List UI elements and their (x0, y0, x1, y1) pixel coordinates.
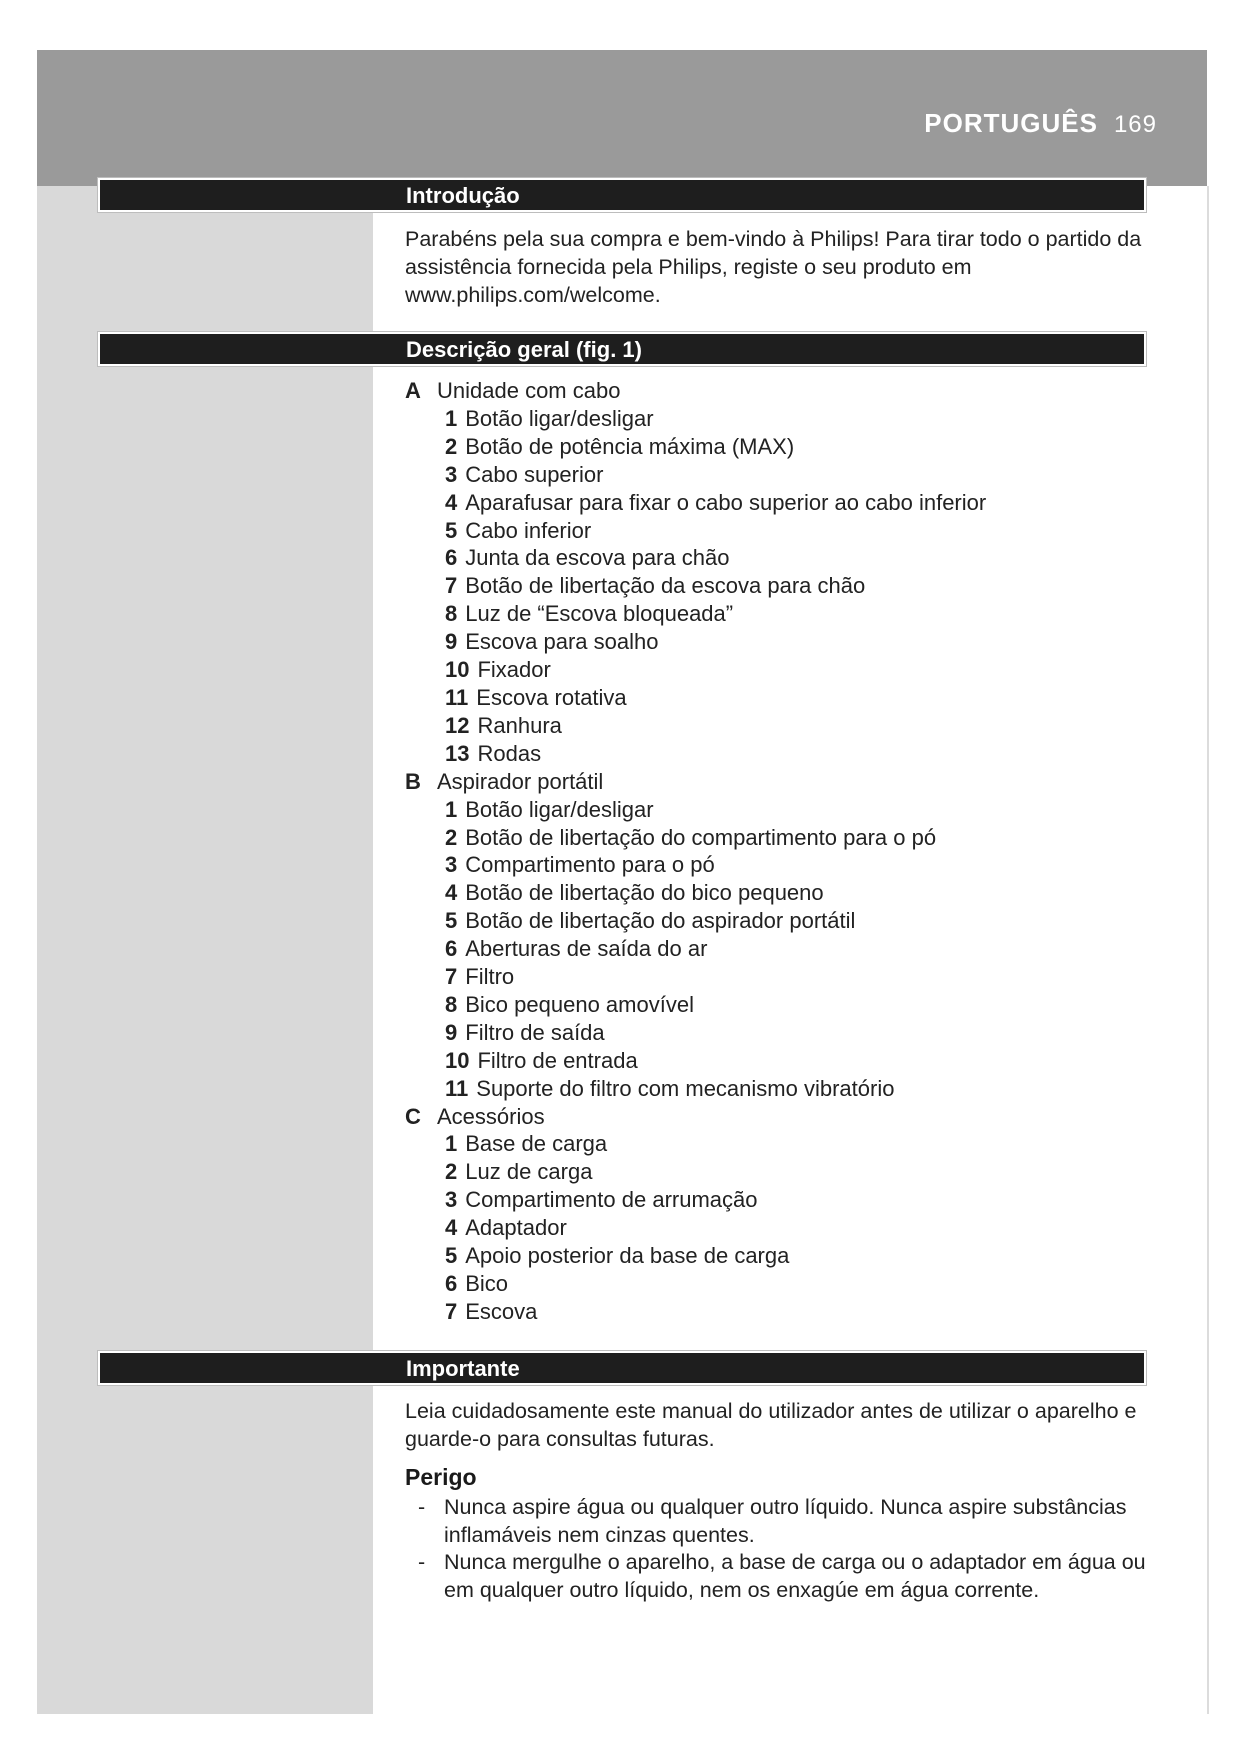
overview-list (405, 377, 1145, 1326)
list-item (405, 517, 1145, 545)
item-label: Apoio posterior da base de carga (465, 1243, 790, 1269)
list-item (405, 600, 1145, 628)
list-item (405, 796, 1145, 824)
list-item (405, 824, 1145, 852)
item-label: Cabo superior (465, 461, 604, 487)
list-item (405, 489, 1145, 517)
item-label: Filtro de saída (465, 1019, 605, 1045)
item-number: 12 (445, 712, 470, 738)
danger-item (418, 1549, 1153, 1604)
group-label: Acessórios (437, 1103, 545, 1129)
item-number: 10 (445, 1047, 470, 1073)
item-number: 6 (445, 1271, 458, 1296)
item-label: Compartimento para o pó (465, 852, 715, 878)
list-item (405, 572, 1145, 600)
list-item (405, 963, 1145, 991)
item-label: Ranhura (477, 712, 562, 738)
group-header (405, 1103, 1145, 1131)
list-item (405, 1186, 1145, 1214)
list-item (405, 1019, 1145, 1047)
item-number: 9 (445, 629, 458, 655)
item-number: 1 (445, 1131, 458, 1157)
item-number: 5 (445, 517, 458, 543)
item-number: 7 (445, 1298, 458, 1324)
item-number: 8 (445, 991, 458, 1017)
section-header-intro (98, 178, 1146, 212)
item-label: Bico pequeno amovível (465, 991, 694, 1017)
item-number: 5 (445, 1243, 458, 1269)
item-number: 7 (445, 573, 458, 599)
item-label: Fixador (477, 657, 551, 683)
language-label: PORTUGUÊS (924, 108, 1098, 138)
item-label: Suporte do filtro com mecanismo vibratório (476, 1075, 895, 1101)
section-title-important: Importante (406, 1356, 520, 1381)
group-letter: C (405, 1103, 421, 1129)
list-item (405, 1075, 1145, 1103)
bullet-dash: - (418, 1495, 426, 1519)
item-number: 11 (445, 1075, 469, 1101)
item-number: 13 (445, 740, 470, 766)
item-label: Botão de libertação do aspirador portátil (465, 908, 856, 934)
group-letter: B (405, 768, 421, 794)
item-number: 11 (445, 684, 469, 710)
item-label: Botão ligar/desligar (465, 405, 654, 431)
item-label: Botão de libertação do compartimento para o pó (465, 824, 937, 850)
item-label: Aberturas de saída do ar (465, 936, 708, 962)
item-label: Bico (465, 1271, 509, 1296)
item-label: Cabo inferior (465, 517, 592, 543)
list-item (405, 1047, 1145, 1075)
right-margin-rule (1207, 186, 1209, 1714)
item-number: 2 (445, 1159, 458, 1185)
item-number: 4 (445, 1215, 458, 1241)
list-item (405, 740, 1145, 768)
danger-item-text: Nunca aspire água ou qualquer outro líquido. Nunca aspire substâncias inflamáveis nem cinzas quentes. (444, 1495, 1127, 1547)
item-number: 1 (445, 796, 458, 822)
item-number: 7 (445, 964, 458, 990)
item-number: 9 (445, 1019, 458, 1045)
list-item (405, 1298, 1145, 1326)
item-number: 10 (445, 657, 470, 683)
item-label: Botão de libertação da escova para chão (465, 573, 866, 599)
section-header-important (98, 1351, 1146, 1385)
item-number: 8 (445, 601, 458, 627)
item-number: 4 (445, 489, 458, 515)
list-item (405, 1130, 1145, 1158)
item-number: 5 (445, 908, 458, 934)
important-paragraph: Leia cuidadosamente este manual do utilizador antes de utilizar o aparelho e guarde-o para consultas futuras. (405, 1399, 1137, 1451)
item-number: 6 (445, 936, 458, 962)
list-item (405, 991, 1145, 1019)
list-item (405, 628, 1145, 656)
list-item (405, 1214, 1145, 1242)
page-number: 169 (1113, 111, 1157, 138)
list-item (405, 461, 1145, 489)
list-item (405, 405, 1145, 433)
item-label: Adaptador (465, 1215, 567, 1241)
item-label: Escova para soalho (465, 629, 659, 655)
header-band (37, 50, 1207, 186)
item-label: Filtro de entrada (477, 1047, 638, 1073)
item-label: Filtro (465, 964, 515, 990)
group-label: Unidade com cabo (437, 378, 621, 403)
danger-list (418, 1494, 1153, 1604)
list-item (405, 935, 1145, 963)
list-item (405, 712, 1145, 740)
item-label: Escova (465, 1298, 538, 1324)
item-label: Aparafusar para fixar o cabo superior ao cabo inferior (465, 489, 987, 515)
left-margin-band (37, 186, 373, 1714)
list-item (405, 1270, 1145, 1298)
bullet-dash: - (418, 1550, 426, 1574)
group-label: Aspirador portátil (437, 768, 604, 794)
item-number: 2 (445, 433, 458, 459)
list-item (405, 656, 1145, 684)
item-number: 3 (445, 461, 458, 487)
item-number: 3 (445, 852, 458, 878)
list-item (405, 1158, 1145, 1186)
group-header (405, 377, 1145, 405)
item-label: Luz de carga (465, 1159, 593, 1185)
item-number: 2 (445, 824, 458, 850)
item-number: 6 (445, 545, 458, 571)
danger-heading: Perigo (405, 1464, 477, 1490)
list-item (405, 544, 1145, 572)
header-title (924, 108, 1157, 139)
item-number: 3 (445, 1187, 458, 1213)
section-header-overview (98, 332, 1146, 366)
section-title-overview: Descrição geral (fig. 1) (406, 337, 642, 362)
item-label: Junta da escova para chão (465, 545, 730, 571)
group-letter: A (405, 378, 421, 403)
section-title-intro: Introdução (406, 183, 520, 208)
item-label: Compartimento de arrumação (465, 1187, 758, 1213)
danger-item (418, 1494, 1153, 1549)
item-label: Escova rotativa (476, 684, 627, 710)
item-label: Base de carga (465, 1131, 608, 1157)
item-label: Botão ligar/desligar (465, 796, 654, 822)
item-number: 4 (445, 880, 458, 906)
list-item (405, 907, 1145, 935)
item-label: Luz de “Escova bloqueada” (465, 601, 734, 627)
list-item (405, 1242, 1145, 1270)
list-item (405, 851, 1145, 879)
list-item (405, 684, 1145, 712)
group-header (405, 768, 1145, 796)
intro-paragraph: Parabéns pela sua compra e bem-vindo à Philips! Para tirar todo o partido da assistência fornecida pela Philips, registe o seu produto em www.philips.com/welcome. (405, 227, 1142, 307)
item-label: Botão de libertação do bico pequeno (465, 880, 824, 906)
danger-item-text: Nunca mergulhe o aparelho, a base de carga ou o adaptador em água ou em qualquer outro líquido, nem os enxagúe em água corrente. (444, 1550, 1146, 1602)
list-item (405, 879, 1145, 907)
item-label: Botão de potência máxima (MAX) (465, 433, 795, 459)
item-label: Rodas (477, 740, 542, 766)
list-item (405, 433, 1145, 461)
item-number: 1 (445, 405, 458, 431)
